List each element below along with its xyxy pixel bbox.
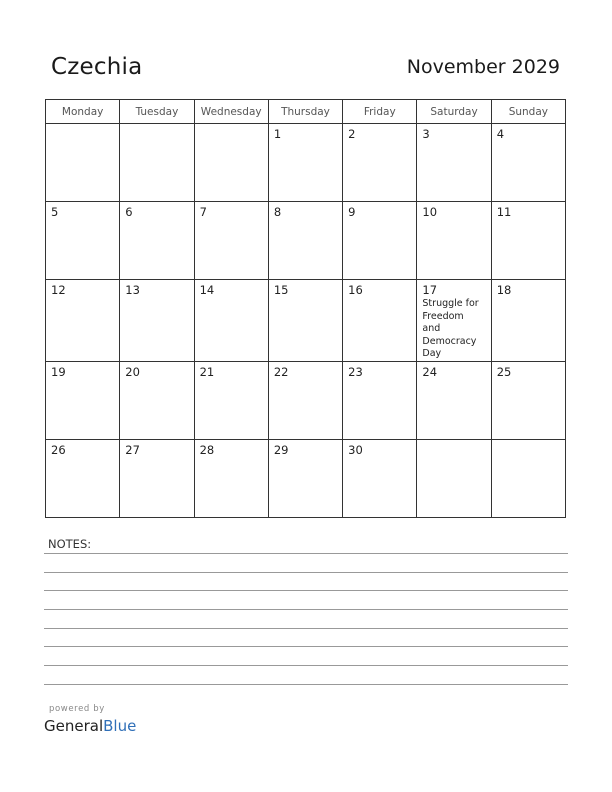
day-number: 1 bbox=[273, 127, 282, 141]
day-number bbox=[492, 440, 565, 443]
day-number: 15 bbox=[273, 283, 289, 297]
day-number: 7 bbox=[199, 205, 207, 219]
day-number: 11 bbox=[496, 205, 512, 219]
day-cell bbox=[46, 439, 120, 517]
day-number bbox=[195, 124, 268, 127]
month-title: November 2029 bbox=[406, 56, 560, 78]
holiday-label-line: Democracy bbox=[422, 335, 477, 347]
day-number: 6 bbox=[125, 205, 133, 219]
day-cell bbox=[194, 280, 268, 362]
day-number: 29 bbox=[273, 442, 289, 457]
weekday-header: Wednesday bbox=[194, 100, 268, 124]
week-row bbox=[46, 361, 566, 439]
day-cell bbox=[343, 361, 417, 439]
notes-line bbox=[44, 684, 568, 685]
day-cell bbox=[120, 361, 194, 439]
day-number: 12 bbox=[51, 283, 66, 297]
notes-line bbox=[44, 609, 568, 610]
day-number bbox=[120, 124, 193, 127]
notes-line bbox=[44, 646, 568, 647]
day-number: 4 bbox=[496, 127, 505, 141]
week-row bbox=[46, 439, 566, 517]
day-number: 8 bbox=[273, 205, 282, 219]
day-cell bbox=[343, 439, 417, 517]
day-cell bbox=[417, 124, 491, 202]
day-number: 16 bbox=[348, 283, 363, 297]
day-cell bbox=[194, 439, 268, 517]
day-cell bbox=[46, 280, 120, 362]
day-number: 10 bbox=[422, 205, 438, 219]
day-cell bbox=[491, 361, 565, 439]
week-row bbox=[46, 280, 566, 362]
day-cell bbox=[491, 439, 565, 517]
day-number: 20 bbox=[125, 364, 140, 379]
day-cell bbox=[120, 439, 194, 517]
day-cell bbox=[417, 202, 491, 280]
day-cell bbox=[268, 202, 342, 280]
notes-line bbox=[44, 665, 568, 666]
brand-name-part1: General bbox=[44, 717, 104, 735]
weekday-header: Saturday bbox=[417, 100, 491, 124]
week-row bbox=[46, 202, 566, 280]
day-cell bbox=[194, 202, 268, 280]
day-number: 21 bbox=[199, 364, 215, 379]
holiday-label-line: and bbox=[422, 323, 441, 334]
day-number: 13 bbox=[125, 283, 140, 297]
day-number: 18 bbox=[496, 283, 512, 297]
weekday-header: Thursday bbox=[268, 100, 342, 124]
holiday-label-line: Struggle for bbox=[422, 298, 479, 309]
weekday-header: Tuesday bbox=[120, 100, 194, 124]
weekday-header-row bbox=[46, 100, 566, 124]
day-cell bbox=[46, 361, 120, 439]
day-cell bbox=[417, 361, 491, 439]
powered-by-text: powered by bbox=[49, 704, 105, 714]
weekday-header: Monday bbox=[46, 100, 120, 124]
day-number: 27 bbox=[125, 442, 140, 457]
brand-logo bbox=[44, 717, 136, 735]
day-cell bbox=[491, 202, 565, 280]
holiday-label bbox=[417, 297, 490, 361]
notes-line bbox=[44, 590, 568, 591]
weekday-header: Friday bbox=[343, 100, 417, 124]
day-number: 5 bbox=[51, 205, 59, 219]
day-number: 17 bbox=[422, 283, 438, 297]
day-number: 9 bbox=[348, 205, 356, 219]
day-number: 19 bbox=[51, 364, 66, 379]
day-number: 23 bbox=[348, 364, 363, 379]
day-number: 28 bbox=[199, 442, 215, 457]
day-cell bbox=[120, 280, 194, 362]
day-cell bbox=[343, 202, 417, 280]
day-cell bbox=[120, 124, 194, 202]
day-cell bbox=[120, 202, 194, 280]
day-number bbox=[417, 440, 490, 443]
country-title: Czechia bbox=[51, 54, 143, 80]
day-number: 3 bbox=[422, 127, 430, 141]
week-row bbox=[46, 124, 566, 202]
calendar-grid bbox=[45, 99, 566, 518]
day-cell bbox=[491, 124, 565, 202]
day-number: 2 bbox=[348, 127, 356, 141]
day-cell-holiday bbox=[417, 280, 491, 362]
day-cell bbox=[194, 361, 268, 439]
day-number: 25 bbox=[496, 364, 512, 379]
day-number: 26 bbox=[51, 442, 66, 457]
day-cell bbox=[46, 202, 120, 280]
holiday-label-line: Freedom bbox=[422, 310, 464, 322]
weekday-header: Sunday bbox=[491, 100, 565, 124]
day-cell bbox=[268, 361, 342, 439]
notes-label: NOTES: bbox=[48, 537, 92, 551]
day-cell bbox=[46, 124, 120, 202]
day-cell bbox=[343, 124, 417, 202]
notes-line bbox=[44, 628, 568, 629]
day-cell bbox=[491, 280, 565, 362]
day-cell bbox=[268, 124, 342, 202]
day-cell bbox=[343, 280, 417, 362]
day-number: 30 bbox=[348, 442, 363, 457]
notes-line bbox=[44, 572, 568, 573]
day-cell bbox=[268, 439, 342, 517]
brand-name-part2: Blue bbox=[103, 717, 137, 735]
notes-line bbox=[44, 553, 568, 554]
day-cell bbox=[417, 439, 491, 517]
day-cell bbox=[268, 280, 342, 362]
holiday-label-line: Day bbox=[422, 348, 442, 359]
day-number: 24 bbox=[422, 364, 438, 379]
day-number: 22 bbox=[273, 364, 289, 379]
day-cell bbox=[194, 124, 268, 202]
day-number bbox=[46, 124, 119, 127]
day-number: 14 bbox=[199, 283, 215, 297]
